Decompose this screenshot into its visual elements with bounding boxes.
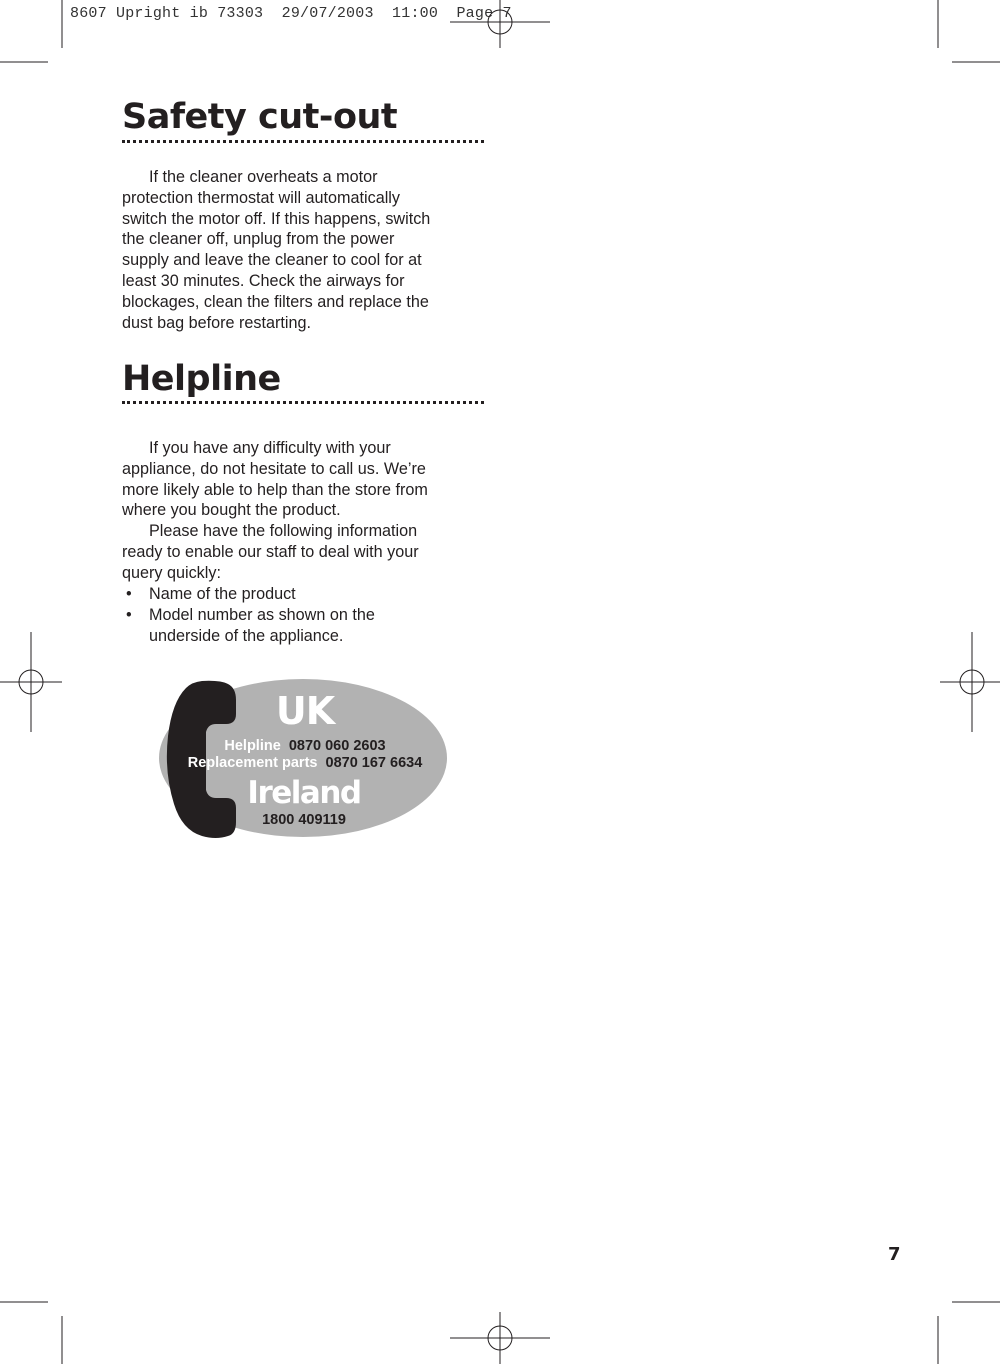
text-line: supply and leave the cleaner to cool for at [122, 251, 422, 270]
list-item [122, 584, 484, 605]
text-line: more likely able to help than the store from [122, 480, 428, 499]
helpline-number: 0870 060 2603 [288, 738, 386, 754]
parts-line [188, 755, 423, 771]
text-line: If you have any difficulty with your [149, 439, 391, 457]
text-line: Model number as shown on the [149, 605, 375, 624]
dotted-rule [122, 401, 484, 404]
parts-label: Replacement parts [187, 755, 318, 771]
text-line: underside of the appliance. [149, 626, 344, 645]
text-line: ready to enable our staff to deal with your [122, 542, 419, 561]
text-line: protection thermostat will automatically [122, 188, 401, 207]
text-line: least 30 minutes. Check the airways for [122, 271, 405, 290]
text-line: If the cleaner overheats a motor [149, 168, 378, 186]
dotted-rule [122, 140, 484, 143]
ireland-label: Ireland [247, 775, 361, 811]
registration-mark-bottom [450, 1312, 550, 1364]
text-line: the cleaner off, unplug from the power [122, 230, 395, 249]
helpline-label: Helpline [224, 738, 281, 754]
text-line: where you bought the product. [122, 501, 341, 520]
text-line: blockages, clean the filters and replace the [122, 292, 429, 311]
helpline-paragraph [122, 438, 484, 584]
helpline-badge [150, 672, 460, 842]
uk-label: UK [275, 689, 335, 733]
parts-number: 0870 167 6634 [325, 755, 423, 771]
text-line: query quickly: [122, 563, 221, 582]
registration-mark-left [0, 632, 62, 732]
print-slug: 8607 Upright ib 73303 29/07/2003 11:00 Page 7 [70, 5, 512, 22]
text-line: Name of the product [149, 585, 296, 603]
registration-mark-top [450, 0, 550, 48]
info-list [122, 584, 484, 646]
helpline-heading: Helpline [122, 359, 281, 399]
text-line: dust bag before restarting. [122, 313, 311, 332]
helpline-line [224, 738, 385, 754]
safety-paragraph [122, 167, 484, 333]
bullet-icon: • [126, 585, 132, 603]
ireland-number: 1800 409119 [262, 812, 346, 828]
safety-heading: Safety cut-out [122, 97, 398, 137]
page-number: 7 [888, 1244, 901, 1265]
text-line: appliance, do not hesitate to call us. We’re [122, 459, 426, 478]
registration-mark-right [940, 632, 1000, 732]
list-item [122, 605, 484, 647]
text-line: Please have the following information [149, 522, 418, 541]
bullet-icon: • [126, 605, 132, 624]
text-line: switch the motor off. If this happens, switch [122, 209, 431, 228]
